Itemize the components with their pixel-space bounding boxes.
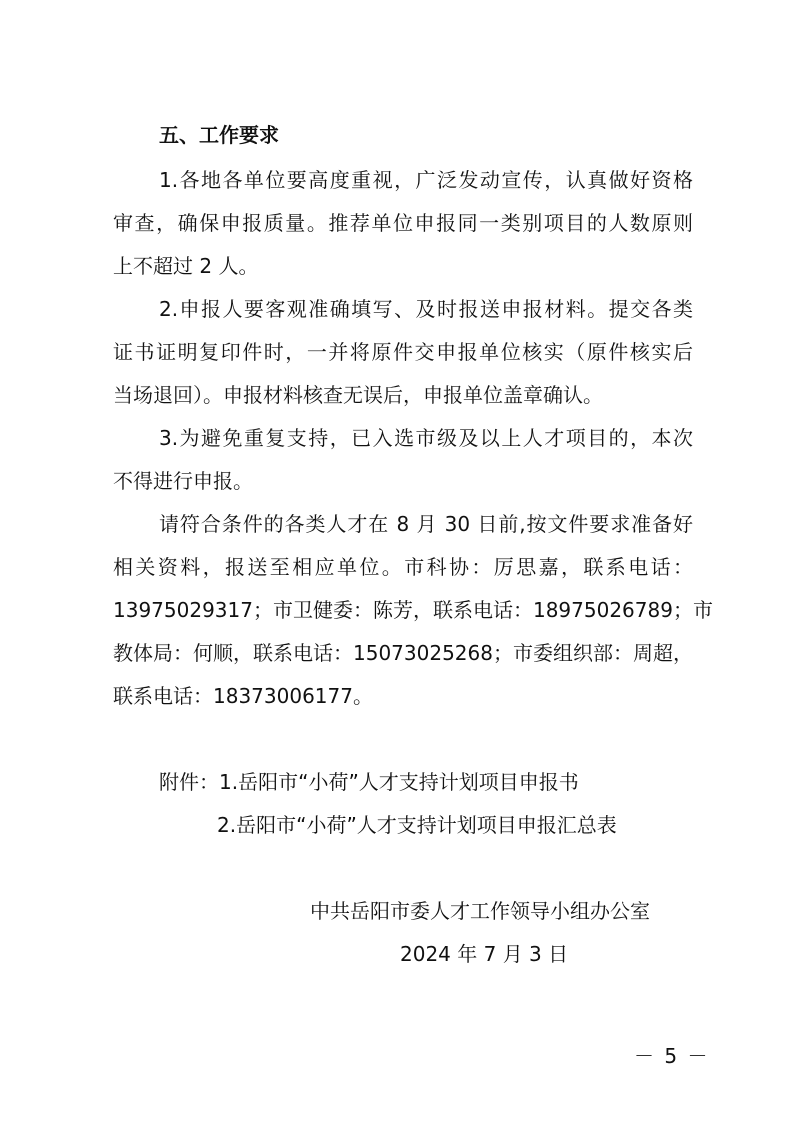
attachment-1: 附件：1.岳阳市“小荷”人才支持计划项目申报书 [159, 770, 579, 794]
requirement-2-line-2: 证书证明复印件时，一并将原件交申报单位核实（原件核实后 [113, 340, 693, 364]
requirement-2-line-3: 当场退回）。申报材料核查无误后，申报单位盖章确认。 [113, 383, 603, 407]
requirement-1-line-3: 上不超过 2 人。 [113, 254, 259, 278]
requirement-3-line-1: 3.为避免重复支持，已入选市级及以上人才项目的，本次 [159, 426, 693, 450]
signature-date: 2024 年 7 月 3 日 [400, 942, 569, 966]
notice-line-3: 13975029317；市卫健委：陈芳，联系电话：18975026789；市 [113, 598, 713, 622]
notice-line-2: 相关资料，报送至相应单位。市科协：厉思嘉，联系电话： [113, 555, 693, 579]
requirement-1-line-1: 1.各地各单位要高度重视，广泛发动宣传，认真做好资格 [159, 168, 693, 192]
notice-line-1: 请符合条件的各类人才在 8 月 30 日前,按文件要求准备好 [159, 512, 693, 536]
requirement-1-line-2: 审查，确保申报质量。推荐单位申报同一类别项目的人数原则 [113, 211, 693, 235]
requirement-2-line-1: 2.申报人要客观准确填写、及时报送申报材料。提交各类 [159, 297, 693, 321]
attachment-2: 2.岳阳市“小荷”人才支持计划项目申报汇总表 [217, 813, 617, 837]
notice-line-5: 联系电话：18373006177。 [113, 684, 373, 708]
page-number: － 5 － [634, 1044, 710, 1068]
signature-office: 中共岳阳市委人才工作领导小组办公室 [310, 899, 650, 923]
section-heading: 五、工作要求 [159, 123, 279, 147]
notice-line-4: 教体局：何顺，联系电话：15073025268；市委组织部：周超， [113, 641, 693, 665]
requirement-3-line-2: 不得进行申报。 [113, 469, 253, 493]
